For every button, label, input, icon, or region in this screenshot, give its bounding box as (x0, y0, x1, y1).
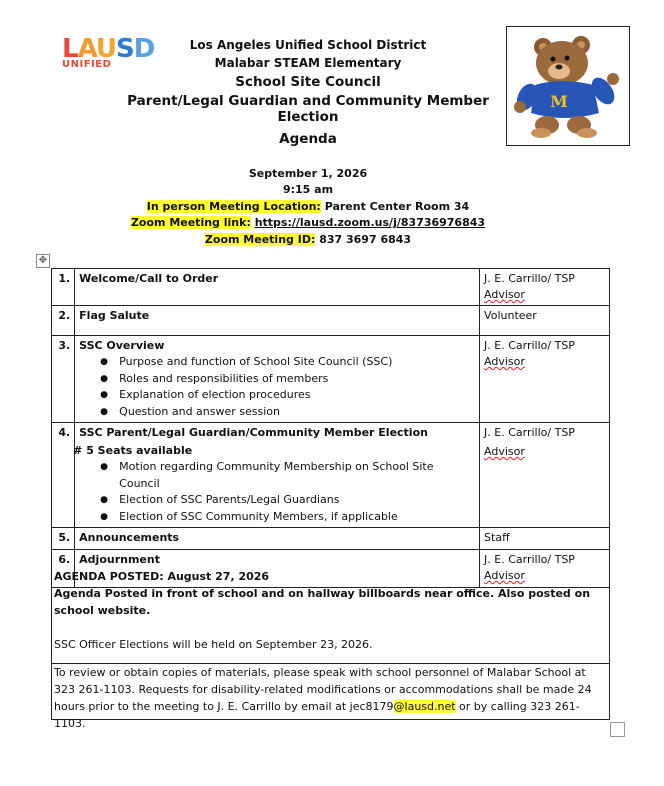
item-presenter-role: Advisor (484, 355, 525, 368)
zoom-link[interactable]: https://lausd.zoom.us/j/83736976843 (254, 216, 486, 229)
logo-sub: UNIFIED (62, 59, 112, 70)
list-item: ● Explanation of election procedures (119, 387, 475, 404)
item-presenter-role: Advisor (484, 569, 525, 582)
item-presenter-role: Advisor (484, 288, 525, 301)
location-label: In person Meeting Location: (146, 200, 321, 213)
item-title: Flag Salute (79, 309, 150, 322)
item-presenter: Volunteer (484, 309, 537, 322)
list-item: ● Motion regarding Community Membership on School Site Council (119, 459, 475, 492)
zoom-link-label: Zoom Meeting link: (130, 216, 251, 229)
contact-text-end: or by calling 323 261-1103. (54, 700, 580, 730)
item-presenter: Staff (484, 531, 510, 544)
contact-notice (51, 664, 610, 730)
item-number: 5. (52, 528, 75, 550)
table-row (52, 336, 610, 423)
lausd-logo: LAUSD UNIFIED (62, 34, 155, 70)
agenda-heading: Agenda (279, 131, 337, 147)
officer-elections-note: SSC Officer Elections will be held on September 23, 2026. (54, 638, 373, 651)
svg-text:M: M (550, 92, 568, 111)
list-item: ● Question and answer session (119, 404, 475, 421)
agenda-posted-date: AGENDA POSTED: August 27, 2026 (54, 570, 270, 583)
district-name: Los Angeles Unified School District (189, 38, 427, 52)
item-number: 4. (52, 423, 75, 528)
item-title: Welcome/Call to Order (79, 272, 219, 285)
contact-email-domain: @lausd.net (393, 700, 456, 713)
zoom-link-line (100, 216, 516, 229)
item-presenter: J. E. Carrillo/ TSP (484, 339, 575, 352)
item-title: Adjournment (79, 553, 160, 566)
school-name: Malabar STEAM Elementary (214, 56, 402, 70)
contact-text: To review or obtain copies of materials, please speak with school personnel of Malabar School at 323 261-1103. Requests for disability-related modifications or accommodations shall be made 24 hours prior to the meeting to J. E. Carrillo by email at jec8179 (54, 666, 592, 713)
item-presenter: J. E. Carrillo/ TSP (484, 426, 575, 439)
meeting-time: 9:15 am (282, 183, 334, 196)
agenda-posted-where: Agenda Posted in front of school and on hallway billboards near office. Also posted on school website. (54, 587, 591, 617)
item-title: SSC Parent/Legal Guardian/Community Member Election (79, 426, 428, 439)
table-row (52, 306, 610, 336)
list-item: ● Roles and responsibilities of members (119, 371, 475, 388)
zoom-id-value: 837 3697 6843 (319, 233, 412, 246)
bear-mascot-image (506, 26, 630, 146)
table-row (52, 528, 610, 550)
item-presenter: J. E. Carrillo/ TSP (484, 272, 575, 285)
zoom-id-label: Zoom Meeting ID: (204, 233, 316, 246)
election-title: Parent/Legal Guardian and Community Member Election (127, 93, 489, 125)
item-presenter-role: Advisor (484, 445, 525, 458)
item-number: 6. (52, 550, 75, 588)
item-number: 1. (52, 269, 75, 306)
list-item: ● Purpose and function of School Site Council (SSC) (119, 354, 475, 371)
item-title: Announcements (79, 531, 180, 544)
meeting-location (100, 200, 516, 213)
end-of-cell-marker (610, 722, 625, 737)
table-row (52, 423, 610, 528)
zoom-id-line (100, 233, 516, 246)
list-item: ● Election of SSC Community Members, if applicable (119, 509, 475, 526)
table-move-handle-icon[interactable]: ✥ (36, 254, 50, 268)
location-value: Parent Center Room 34 (324, 200, 470, 213)
item-subtitle: # 5 Seats available (73, 444, 193, 457)
meeting-date: September 1, 2026 (248, 167, 368, 180)
table-row (52, 269, 610, 306)
item-title: SSC Overview (79, 339, 165, 352)
item-presenter: J. E. Carrillo/ TSP (484, 553, 575, 566)
list-item: ● Election of SSC Parents/Legal Guardians (119, 492, 475, 509)
item-number: 2. (52, 306, 75, 336)
council-name: School Site Council (235, 74, 381, 90)
agenda-table (51, 268, 610, 588)
item-number: 3. (52, 336, 75, 423)
posting-notice (51, 566, 610, 664)
